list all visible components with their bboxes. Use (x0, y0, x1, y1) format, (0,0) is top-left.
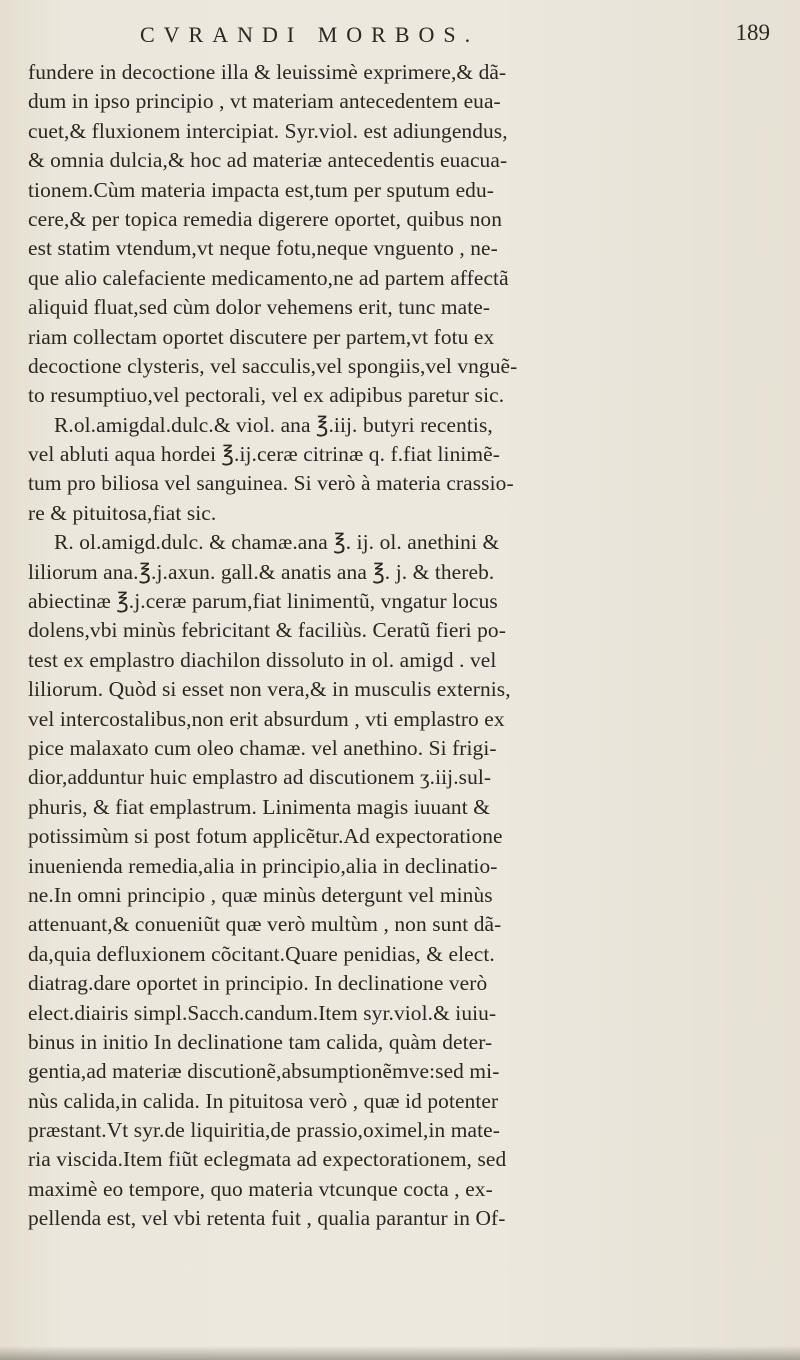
text-line: vel abluti aqua hordei ℥.ij.ceræ citrinæ q. f.fiat linimẽ- (28, 442, 500, 467)
text-line: dolens,vbi minùs febricitant & faciliùs. Ceratũ fieri po- (28, 618, 506, 643)
text-line: ria viscida.Item fiũt eclegmata ad expectorationem, sed (28, 1147, 507, 1172)
page-edge-shadow (0, 1346, 800, 1360)
text-line: dum in ipso principio , vt materiam antecedentem eua- (28, 89, 501, 114)
text-line: potissimùm si post fotum applicẽtur.Ad expectoratione (28, 824, 503, 849)
text-line: que alio calefaciente medicamento,ne ad partem affectã (28, 265, 509, 290)
text-line: fundere in decoctione illa & leuissimè exprimere,& dã- (28, 60, 507, 84)
text-line: est statim vtendum,vt neque fotu,neque vnguento , ne- (28, 236, 498, 261)
text-line: attenuant,& conueniũt quæ verò multùm , non sunt dã- (28, 912, 502, 937)
text-line: R. ol.amigd.dulc. & chamæ.ana ℥. ij. ol. anethini & (54, 530, 500, 555)
text-line: da,quia defluxionem cõcitant.Quare penidias, & elect. (28, 941, 495, 966)
text-line: pellenda est, vel vbi retenta fuit , qualia parantur in Of- (28, 1206, 506, 1231)
text-line: decoctione clysteris, vel sacculis,vel spongiis,vel vnguẽ- (28, 353, 518, 378)
text-line: re & pituitosa,fiat sic. (28, 500, 217, 525)
text-line: ne.In omni principio , quæ minùs detergunt vel minùs (28, 882, 493, 907)
text-line: vel intercostalibus,non erit absurdum , vti emplastro ex (28, 706, 505, 731)
text-line: aliquid fluat,sed cùm dolor vehemens erit, tunc mate- (28, 295, 491, 320)
text-line: cuet,& fluxionem intercipiat. Syr.viol. est adiungendus, (28, 118, 508, 143)
page-number: 189 (735, 20, 770, 45)
running-title: CVRANDI MORBOS. (140, 22, 480, 47)
text-line: tum pro biliosa vel sanguinea. Si verò à materia crassio- (28, 471, 514, 496)
text-line: liliorum. Quòd si esset non vera,& in musculis externis, (28, 677, 511, 702)
text-line: cere,& per topica remedia digerere oportet, quibus non (28, 206, 503, 231)
text-line: abiectinæ ℥.j.ceræ parum,fiat linimentũ, vngatur locus (28, 589, 498, 614)
text-line: binus in initio In declinatione tam calida, quàm deter- (28, 1029, 493, 1054)
text-line: riam collectam oportet discutere per partem,vt fotu ex (28, 324, 495, 349)
text-line: nùs calida,in calida. In pituitosa verò , quæ id potenter (28, 1088, 499, 1113)
text-line: diatrag.dare oportet in principio. In declinatione verò (28, 971, 488, 996)
text-line: pice malaxato cum oleo chamæ. vel anethino. Si frigi- (28, 735, 497, 760)
text-line: & omnia dulcia,& hoc ad materiæ antecedentis euacua- (28, 148, 508, 173)
text-line: liliorum ana.℥.j.axun. gall.& anatis ana ℥. j. & thereb. (28, 559, 495, 584)
text-line: phuris, & fiat emplastrum. Linimenta magis iuuant & (28, 794, 490, 819)
running-head (0, 14, 800, 54)
text-line: test ex emplastro diachilon dissoluto in ol. amigd . vel (28, 647, 497, 672)
text-line: elect.diairis simpl.Sacch.candum.Item syr.viol.& iuiu- (28, 1000, 497, 1025)
text-line: maximè eo tempore, quo materia vtcunque cocta , ex- (28, 1176, 493, 1201)
text-line: to resumptiuo,vel pectorali, vel ex adipibus paretur sic. (28, 383, 505, 408)
text-line: dior,adduntur huic emplastro ad discutionem ʒ.iij.sul- (28, 765, 492, 790)
text-line: tionem.Cùm materia impacta est,tum per sputum edu- (28, 177, 494, 202)
body-text (28, 58, 776, 1234)
text-line: gentia,ad materiæ discutionẽ,absumptionẽmve:sed mi- (28, 1059, 500, 1084)
text-line: R.ol.amigdal.dulc.& viol. ana ℥.iij. butyri recentis, (54, 412, 493, 437)
text-line: inuenienda remedia,alia in principio,alia in declinatio- (28, 853, 498, 878)
text-line: præstant.Vt syr.de liquiritia,de prassio,oximel,in mate- (28, 1118, 500, 1143)
